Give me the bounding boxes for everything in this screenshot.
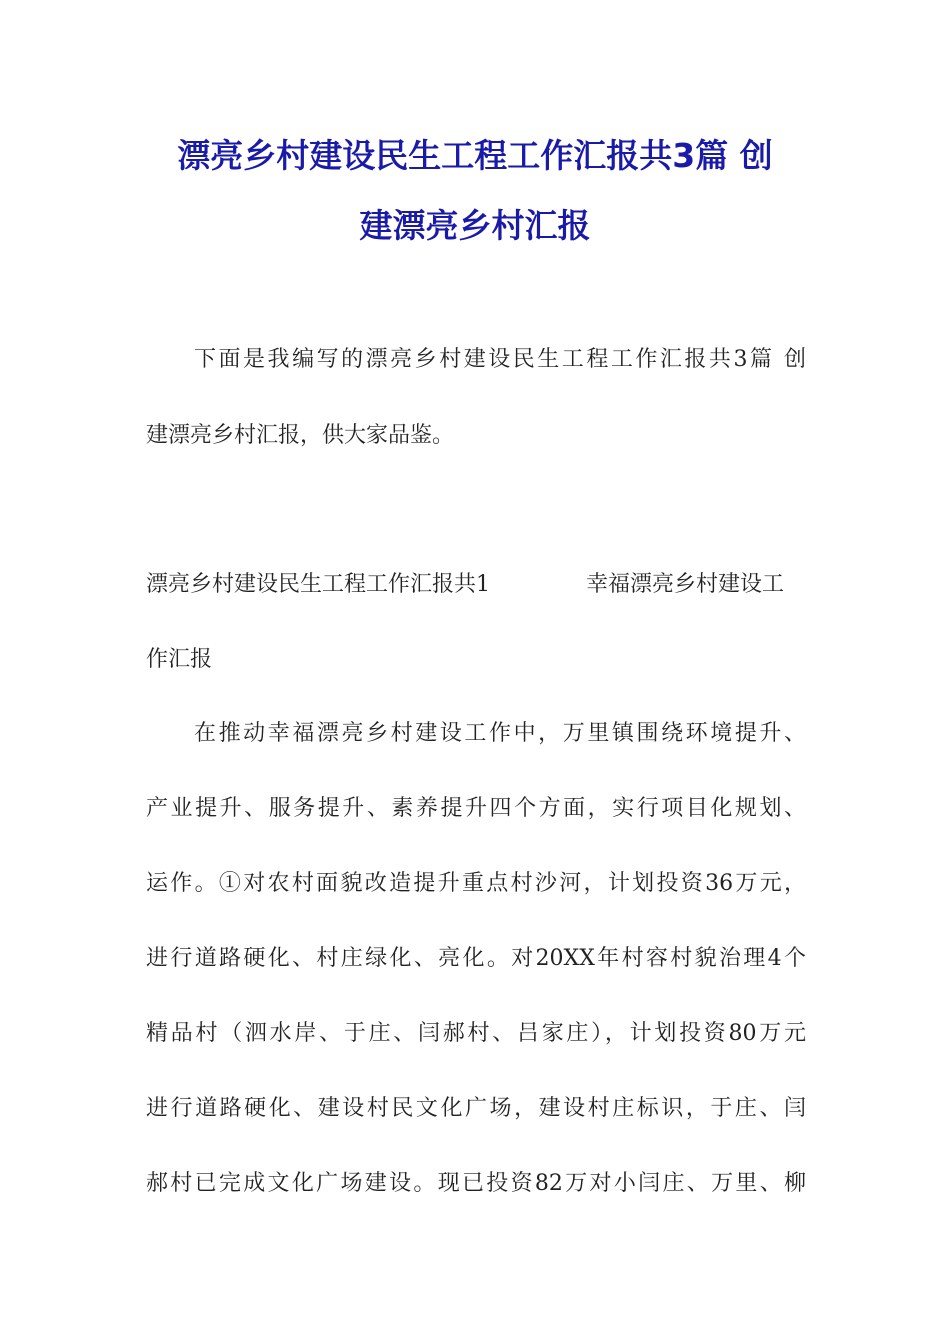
intro-paragraph-line-1: 下面是我编写的漂亮乡村建设民生工程工作汇报共3篇 创 — [194, 347, 806, 372]
body-paragraph-line: 进行道路硬化、建设村民文化广场，建设村庄标识，于庄、闫 — [146, 1096, 806, 1121]
intro-paragraph-line-2: 建漂亮乡村汇报，供大家品鉴。 — [146, 423, 455, 448]
body-paragraph-line: 产业提升、服务提升、素养提升四个方面，实行项目化规划、 — [146, 796, 806, 821]
body-paragraph-line: 运作。①对农村面貌改造提升重点村沙河，计划投资36万元， — [146, 871, 806, 896]
section-heading-line-2: 作汇报 — [146, 647, 213, 672]
section-heading-left: 漂亮乡村建设民生工程工作汇报共1 — [146, 572, 490, 597]
document-title-line-1: 漂亮乡村建设民生工程工作汇报共3篇 创 — [177, 136, 773, 175]
body-paragraph-line: 进行道路硬化、村庄绿化、亮化。对20XX年村容村貌治理4个 — [146, 946, 806, 971]
body-paragraph-line: 郝村已完成文化广场建设。现已投资82万对小闫庄、万里、柳 — [146, 1171, 806, 1196]
body-paragraph-line: 精品村（泗水岸、于庄、闫郝村、吕家庄），计划投资80万元 — [146, 1021, 806, 1046]
body-paragraph-line: 在推动幸福漂亮乡村建设工作中，万里镇围绕环境提升、 — [194, 721, 806, 746]
document-title-line-2: 建漂亮乡村汇报 — [359, 206, 591, 245]
section-heading-right: 幸福漂亮乡村建设工 — [586, 572, 785, 597]
